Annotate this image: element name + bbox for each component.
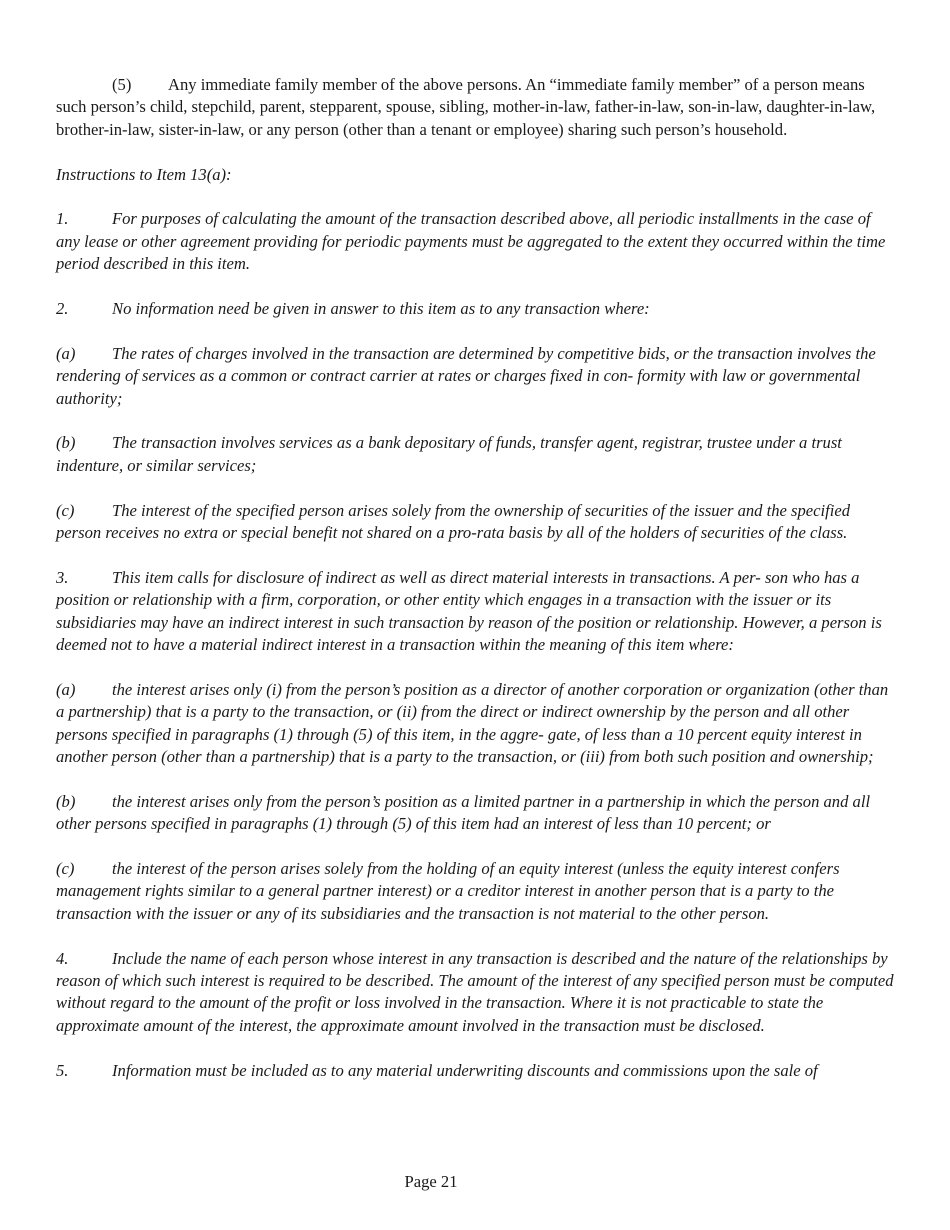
item-number: 2.: [56, 299, 69, 319]
item-number: (a): [56, 679, 76, 699]
instruction-4: [56, 948, 896, 1038]
heading-text: Instructions to Item 13(a):: [56, 164, 232, 184]
paragraph-text: This item calls for disclosure of indirect as well as direct material interests in transactions. A per- son who has a position or relationship with a firm, corporation, or other entity which engages in a transaction with the issuer or its subsidiaries may have an indirect interest in such transaction by reason of the position or relationship. However, a person is deemed not to have a material indirect interest in a transaction within the meaning of this item where:: [56, 567, 882, 655]
instruction-3b: [56, 791, 896, 836]
paragraph-text: For purposes of calculating the amount of the transaction described above, all periodic installments in the case of any lease or other agreement providing for periodic payments must be aggregated to the extent they occurred within the time period described in this item.: [56, 209, 886, 274]
instruction-5: [56, 1060, 896, 1082]
paragraph-text: Information must be included as to any material underwriting discounts and commissions upon the sale of: [112, 1060, 818, 1080]
item-number: (a): [56, 343, 76, 363]
item-number: (b): [56, 791, 76, 811]
page-number: Page 21: [404, 1172, 458, 1191]
paragraph-text: The interest of the specified person arises solely from the ownership of securities of the issuer and the specified person receives no extra or special benefit not shared on a pro-rata basis by all of the holders of securities of the class.: [56, 500, 851, 543]
instruction-2a: [56, 343, 896, 410]
item-number: 5.: [56, 1060, 69, 1080]
item-number: (c): [56, 859, 75, 879]
item-number: (c): [56, 500, 75, 520]
paragraph-text: Include the name of each person whose interest in any transaction is described and the nature of the relationships by reason of which such interest is required to be described. The amount of the interest of any specified person must be computed without regard to the amount of the profit or loss involved in the transaction. Where it is not practicable to state the approximate amount of the interest, the approximate amount involved in the transaction must be disclosed.: [56, 948, 894, 1035]
paragraph-text: the interest arises only from the person’s position as a limited partner in a partnership in which the person and all other persons specified in paragraphs (1) through (5) of this item had an interest of less than 10 percent; or: [56, 791, 871, 834]
instruction-3c: [56, 858, 896, 925]
item-number: (5): [112, 75, 132, 94]
paragraph-text: No information need be given in answer to this item as to any transaction where:: [112, 299, 650, 319]
document-page: [56, 74, 896, 1104]
instruction-2b: [56, 432, 896, 477]
paragraph-text: the interest of the person arises solely from the holding of an equity interest (unless the equity interest confers management rights similar to a general partner interest) or a creditor interest in another person that is a party to the transaction with the issuer or any of its subsidiaries and the transaction is not material to the other person.: [56, 859, 840, 923]
instruction-2c: [56, 500, 896, 545]
paragraph-text: The transaction involves services as a bank depositary of funds, transfer agent, registrar, trustee under a trust indenture, or similar services;: [56, 433, 842, 475]
instruction-3: [56, 567, 896, 657]
instruction-2: [56, 298, 896, 320]
instruction-1: [56, 208, 896, 275]
item-number: 1.: [56, 209, 69, 229]
item-number: 4.: [56, 948, 69, 968]
paragraph-text: The rates of charges involved in the transaction are determined by competitive bids, or the transaction involves the rendering of services as a common or contract carrier at rates or charges fixed in con- formity with law or governmental authority;: [56, 343, 876, 408]
item-number: (b): [56, 433, 76, 453]
instructions-heading: [56, 164, 896, 186]
instruction-3a: [56, 679, 896, 769]
item-number: 3.: [56, 567, 69, 587]
paragraph-text: Any immediate family member of the above persons. An “immediate family member” of a person means such person’s child, stepchild, parent, stepparent, spouse, sibling, mother-in-law, father-in-law, son-in-law, daughter-in-law, brother-in-law, sister-in-law, or any person (other than a tenant or employee) sharing such person’s household.: [56, 75, 876, 139]
paragraph-item-5: [56, 74, 896, 141]
paragraph-text: the interest arises only (i) from the person’s position as a director of another corporation or organization (other than a partnership) that is a party to the transaction, or (ii) from the direct or indirect ownership by the person and all other persons specified in paragraphs (1) through (5) of this item, in the aggre- gate, of less than a 10 percent equity interest in another person (other than a partnership) that is a party to the transaction, or (iii) from both such position and ownership;: [56, 679, 889, 767]
